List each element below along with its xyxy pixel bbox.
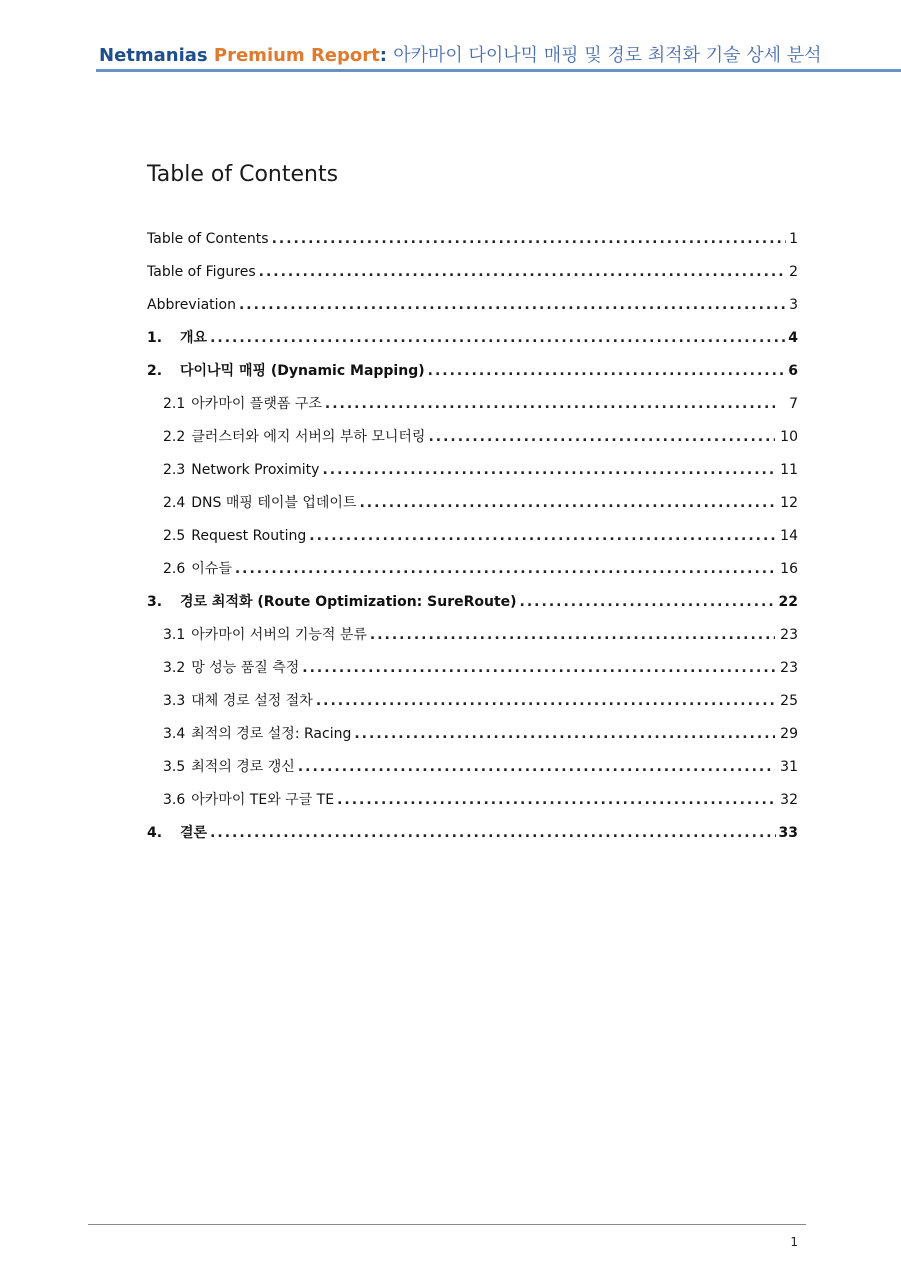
toc-entry-number: 2.6	[163, 561, 186, 577]
toc-dot-leader	[325, 392, 775, 416]
running-header	[99, 44, 899, 68]
toc-entry-label[interactable]: 경로 최적화 (Route Optimization: SureRoute)	[180, 594, 517, 610]
toc-entry-page-number[interactable]: 33	[778, 825, 798, 841]
toc-entry-label[interactable]: 최적의 경로 설정: Racing	[191, 726, 352, 742]
toc-entry-page-number[interactable]: 16	[780, 561, 798, 577]
toc-dot-leader	[520, 590, 776, 614]
toc-entry-label[interactable]: Network Proximity	[191, 462, 320, 478]
toc-heading: Table of Contents	[147, 162, 339, 187]
toc-entry-label[interactable]: 아카마이 TE와 구글 TE	[191, 792, 335, 808]
toc-entry-number: 2.4	[163, 495, 186, 511]
toc-entry-label[interactable]: Table of Figures	[147, 264, 256, 280]
toc-entry-page-number[interactable]: 10	[780, 429, 798, 445]
toc-entry-number: 3.6	[163, 792, 186, 808]
toc-dot-leader	[354, 722, 775, 746]
toc-entry-page-number[interactable]: 29	[780, 726, 798, 742]
toc-entry[interactable]	[147, 458, 798, 491]
toc-entry-number: 3.4	[163, 726, 186, 742]
toc-dot-leader	[210, 326, 785, 350]
toc-entry[interactable]	[147, 359, 798, 392]
header-brand: Netmanias	[99, 45, 208, 66]
toc-entry-number: 2.	[147, 363, 163, 379]
toc-entry[interactable]	[147, 293, 798, 326]
toc-entry[interactable]	[147, 557, 798, 590]
toc-dot-leader	[309, 524, 775, 548]
toc-dot-leader	[210, 821, 775, 845]
toc-entry-number: 2.3	[163, 462, 186, 478]
toc-entry-number: 2.1	[163, 396, 186, 412]
toc-dot-leader	[239, 293, 786, 317]
toc-dot-leader	[302, 656, 775, 680]
toc-entry-label[interactable]: 이슈들	[191, 561, 232, 577]
toc-entry-number: 3.2	[163, 660, 186, 676]
toc-entry[interactable]	[147, 788, 798, 821]
toc-entry-label[interactable]: 결론	[180, 825, 208, 841]
footer-page-number: 1	[790, 1235, 798, 1249]
toc-entry[interactable]	[147, 392, 798, 425]
toc-entry-label[interactable]: Table of Contents	[147, 231, 269, 247]
toc-entry-number: 1.	[147, 330, 163, 346]
toc-entry-page-number[interactable]: 6	[788, 363, 798, 379]
toc-entry-page-number[interactable]: 25	[780, 693, 798, 709]
toc-entry-label[interactable]: 최적의 경로 갱신	[191, 759, 295, 775]
header-subject: 아카마이 다이나믹 매핑 및 경로 최적화 기술 상세 분석	[393, 45, 822, 66]
toc-entry[interactable]	[147, 260, 798, 293]
toc-entry[interactable]	[147, 623, 798, 656]
toc-entry-number: 3.3	[163, 693, 186, 709]
toc-entry-page-number[interactable]: 2	[789, 264, 798, 280]
toc-entry[interactable]	[147, 656, 798, 689]
toc-entry-number: 3.	[147, 594, 163, 610]
table-of-contents	[147, 227, 798, 854]
toc-entry-page-number[interactable]: 32	[780, 792, 798, 808]
toc-entry-number: 2.5	[163, 528, 186, 544]
footer-divider	[88, 1224, 806, 1225]
toc-entry-label[interactable]: 다이나믹 매핑 (Dynamic Mapping)	[180, 363, 425, 379]
toc-entry-label[interactable]: 망 성능 품질 측정	[191, 660, 300, 676]
toc-entry-label[interactable]: 개요	[180, 330, 208, 346]
toc-entry-page-number[interactable]: 31	[780, 759, 798, 775]
toc-entry[interactable]	[147, 491, 798, 524]
toc-entry-label[interactable]: Abbreviation	[147, 297, 236, 313]
toc-entry[interactable]	[147, 821, 798, 854]
toc-dot-leader	[259, 260, 786, 284]
toc-entry[interactable]	[147, 524, 798, 557]
toc-entry[interactable]	[147, 689, 798, 722]
header-colon: :	[379, 45, 387, 66]
toc-entry-number: 3.5	[163, 759, 186, 775]
toc-dot-leader	[322, 458, 775, 482]
toc-entry[interactable]	[147, 326, 798, 359]
header-premium-report: Premium Report	[213, 45, 380, 66]
toc-entry-page-number[interactable]: 7	[789, 396, 798, 412]
toc-entry-page-number[interactable]: 23	[780, 627, 798, 643]
toc-dot-leader	[428, 359, 786, 383]
toc-entry-page-number[interactable]: 14	[780, 528, 798, 544]
toc-dot-leader	[272, 227, 787, 251]
toc-entry-label[interactable]: 클러스터와 에지 서버의 부하 모니터링	[191, 429, 426, 445]
toc-entry[interactable]	[147, 755, 798, 788]
toc-dot-leader	[370, 623, 775, 647]
toc-entry-page-number[interactable]: 3	[789, 297, 798, 313]
toc-entry-label[interactable]: 아카마이 플랫폼 구조	[191, 396, 322, 412]
toc-entry-number: 4.	[147, 825, 163, 841]
toc-entry-page-number[interactable]: 22	[778, 594, 798, 610]
toc-dot-leader	[316, 689, 775, 713]
toc-entry-label[interactable]: 아카마이 서버의 기능적 분류	[191, 627, 367, 643]
toc-entry-page-number[interactable]: 11	[780, 462, 798, 478]
toc-entry-page-number[interactable]: 23	[780, 660, 798, 676]
toc-entry[interactable]	[147, 425, 798, 458]
toc-entry-page-number[interactable]: 4	[788, 330, 798, 346]
toc-entry[interactable]	[147, 722, 798, 755]
toc-entry[interactable]	[147, 227, 798, 260]
toc-entry-label[interactable]: Request Routing	[191, 528, 307, 544]
toc-entry-page-number[interactable]: 12	[780, 495, 798, 511]
toc-entry-number: 2.2	[163, 429, 186, 445]
toc-entry-number: 3.1	[163, 627, 186, 643]
toc-entry-label[interactable]: DNS 매핑 테이블 업데이트	[191, 495, 357, 511]
toc-dot-leader	[337, 788, 775, 812]
toc-dot-leader	[298, 755, 775, 779]
toc-entry-label[interactable]: 대체 경로 설정 절차	[191, 693, 313, 709]
header-divider	[96, 69, 901, 72]
toc-dot-leader	[428, 425, 775, 449]
toc-entry-page-number[interactable]: 1	[789, 231, 798, 247]
toc-entry[interactable]	[147, 590, 798, 623]
toc-dot-leader	[359, 491, 775, 515]
toc-dot-leader	[235, 557, 775, 581]
